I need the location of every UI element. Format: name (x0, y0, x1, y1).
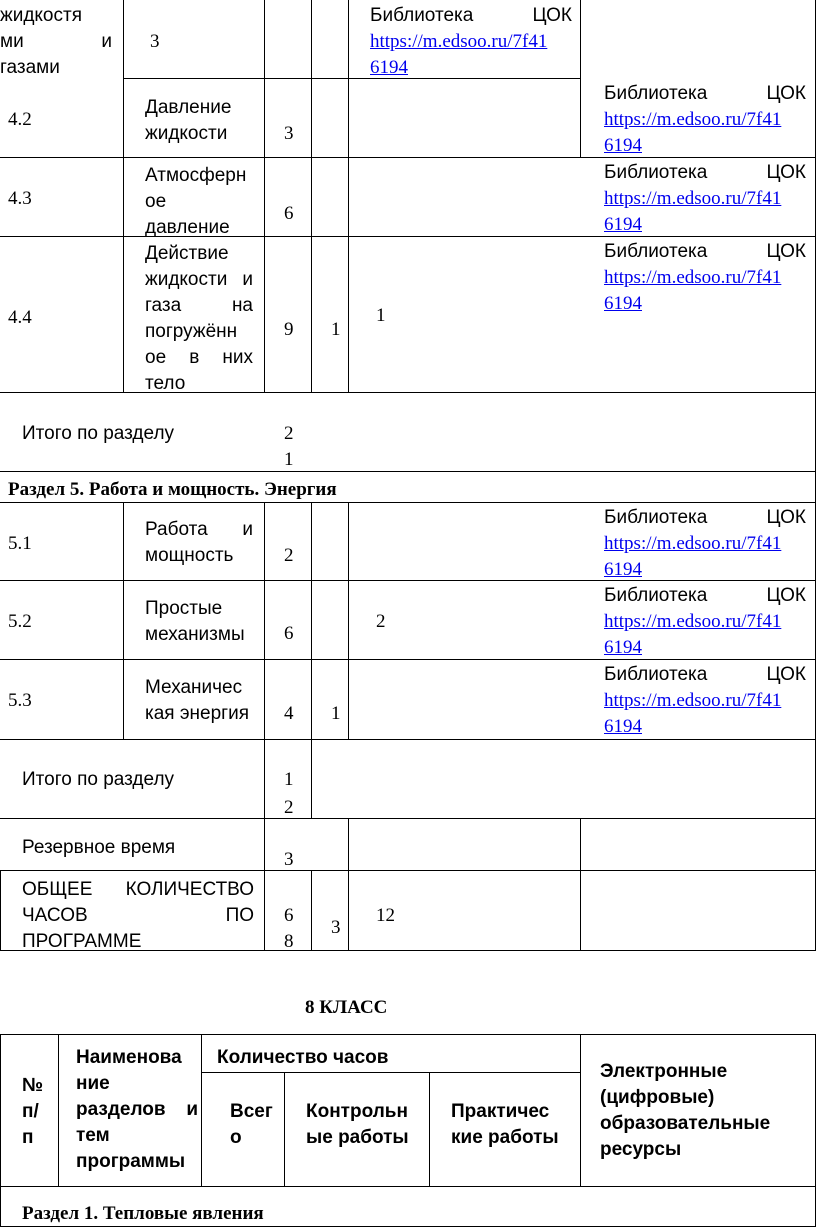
topic-name: кая энергия (145, 703, 250, 724)
hours-total: 4 (284, 703, 294, 724)
topic-name: погружённ (145, 321, 238, 342)
total-label: ЧАСОВ ПО (22, 905, 254, 926)
header-hours-group: Количество часов (217, 1047, 389, 1068)
table-border (264, 502, 265, 739)
header-resources: образовательные (600, 1113, 771, 1134)
hours-total: 6 (284, 203, 294, 224)
subtotal-label: Итого по разделу (22, 769, 175, 790)
table-border (201, 1034, 202, 1186)
table-border (0, 1034, 1, 1226)
hours-total: 3 (284, 123, 294, 144)
resource-link[interactable]: https://m.edsoo.ru/7f41 (604, 188, 782, 209)
resource-link[interactable]: https://m.edsoo.ru/7f41 (370, 31, 548, 52)
topic-name: жидкости (145, 123, 228, 144)
table-border (580, 818, 581, 950)
name-line: газами (0, 57, 60, 78)
header-name: Наименова (76, 1047, 182, 1068)
header-control: Контрольн (306, 1101, 408, 1122)
table-border (580, 1034, 581, 1186)
hours-control: 1 (331, 703, 341, 724)
table-border (0, 818, 816, 819)
table-border (123, 78, 580, 79)
topic-name: Действие (145, 243, 229, 264)
table-border (0, 870, 1, 950)
total-control: 3 (331, 917, 341, 938)
hours-total: 2 (284, 545, 294, 566)
header-name: тем (76, 1125, 110, 1146)
reserve-label: Резервное время (22, 837, 176, 858)
table-border (0, 1226, 816, 1227)
resource-lib: Библиотека ЦОК (370, 5, 572, 26)
table-border (0, 1034, 816, 1035)
header-resources: (цифровые) (600, 1087, 715, 1108)
topic-name: Работа и (145, 519, 253, 540)
header-name: программы (76, 1151, 186, 1172)
hours-practical: 1 (376, 305, 386, 326)
total-hours: 8 (284, 931, 294, 952)
name-cell: жидкостя (0, 5, 82, 26)
topic-name: жидкости и (145, 269, 253, 290)
table-border (123, 502, 124, 739)
resource-link[interactable]: https://m.edsoo.ru/7f41 (604, 109, 782, 130)
table-border (0, 739, 816, 740)
table-border (0, 392, 816, 393)
table-border (311, 0, 312, 392)
resource-link-tail[interactable]: 6194 (604, 293, 642, 314)
table-border (264, 0, 265, 392)
total-label: ПРОГРАММЕ (22, 931, 142, 952)
table-border (58, 1034, 59, 1186)
topic-name: механизмы (145, 624, 245, 645)
hours-cell: 3 (150, 31, 160, 52)
table-border (284, 1072, 285, 1186)
table-border (580, 0, 581, 157)
resource-link-tail[interactable]: 6194 (604, 716, 642, 737)
section-title: Раздел 1. Тепловые явления (22, 1203, 264, 1224)
header-name: разделов и (76, 1099, 198, 1120)
table-border (348, 502, 349, 739)
topic-name: газа на (145, 295, 253, 316)
resource-lib: Библиотека ЦОК (604, 664, 806, 685)
table-border (0, 870, 816, 871)
row-number: 4.3 (8, 188, 32, 209)
topic-name: ое в них (145, 347, 253, 368)
header-practical: кие работы (451, 1127, 559, 1148)
header-num: п (22, 1127, 34, 1148)
header-resources: Электронные (600, 1061, 728, 1082)
grade-title: 8 КЛАСС (305, 997, 388, 1018)
resource-lib: Библиотека ЦОК (604, 162, 806, 183)
subtotal-label: Итого по разделу (22, 423, 175, 444)
header-num: № (22, 1075, 44, 1096)
topic-name: Давление (145, 97, 232, 118)
topic-name: Механичес (145, 677, 243, 698)
resource-link-tail[interactable]: 6194 (370, 57, 408, 78)
table-border (429, 1072, 430, 1186)
table-border (348, 0, 349, 392)
hours-total: 9 (284, 319, 294, 340)
total-hours: 6 (284, 905, 294, 926)
resource-link-tail[interactable]: 6194 (604, 559, 642, 580)
row-number: 5.3 (8, 690, 32, 711)
header-name: ние (76, 1073, 110, 1094)
header-num: п/ (22, 1101, 39, 1122)
resource-link-tail[interactable]: 6194 (604, 135, 642, 156)
table-border (264, 739, 265, 950)
table-border (0, 1186, 816, 1187)
hours-total: 6 (284, 623, 294, 644)
header-control: ые работы (306, 1127, 409, 1148)
row-number: 4.2 (8, 109, 32, 130)
header-total: о (230, 1127, 242, 1148)
resource-link[interactable]: https://m.edsoo.ru/7f41 (604, 611, 782, 632)
hours-control: 1 (331, 319, 341, 340)
table-border (311, 739, 312, 818)
row-number: 5.1 (8, 533, 32, 554)
topic-name: Атмосферн (145, 165, 247, 186)
resource-link[interactable]: https://m.edsoo.ru/7f41 (604, 267, 782, 288)
row-number: 5.2 (8, 611, 32, 632)
table-border (311, 502, 312, 739)
topic-name: мощность (145, 545, 234, 566)
subtotal-hours: 2 (284, 423, 294, 444)
topic-name: давление (145, 217, 230, 238)
resource-lib: Библиотека ЦОК (604, 507, 806, 528)
subtotal-hours: 1 (284, 769, 294, 790)
header-total: Всег (230, 1101, 273, 1122)
resource-link-tail[interactable]: 6194 (604, 637, 642, 658)
reserve-hours: 3 (284, 849, 294, 870)
subtotal-hours: 2 (284, 797, 294, 818)
header-resources: ресурсы (600, 1139, 682, 1160)
table-border (0, 471, 816, 472)
total-practical: 12 (376, 905, 395, 926)
resource-lib: Библиотека ЦОК (604, 83, 806, 104)
section-title: Раздел 5. Работа и мощность. Энергия (8, 479, 337, 500)
name-line: ми и (0, 31, 112, 52)
table-border (123, 0, 124, 392)
resource-link-tail[interactable]: 6194 (604, 214, 642, 235)
total-label: ОБЩЕЕ КОЛИЧЕСТВО (22, 879, 254, 900)
resource-link[interactable]: https://m.edsoo.ru/7f41 (604, 690, 782, 711)
resource-link[interactable]: https://m.edsoo.ru/7f41 (604, 533, 782, 554)
topic-name: Простые (145, 598, 223, 619)
subtotal-hours: 1 (284, 449, 294, 470)
table-border (348, 818, 349, 950)
table-border (311, 870, 312, 950)
resource-lib: Библиотека ЦОК (604, 241, 806, 262)
row-number: 4.4 (8, 307, 32, 328)
topic-name: ое (145, 191, 167, 212)
hours-practical: 2 (376, 611, 386, 632)
topic-name: тело (145, 373, 186, 394)
table-border (201, 1072, 580, 1073)
resource-lib: Библиотека ЦОК (604, 585, 806, 606)
header-practical: Практичес (451, 1101, 550, 1122)
